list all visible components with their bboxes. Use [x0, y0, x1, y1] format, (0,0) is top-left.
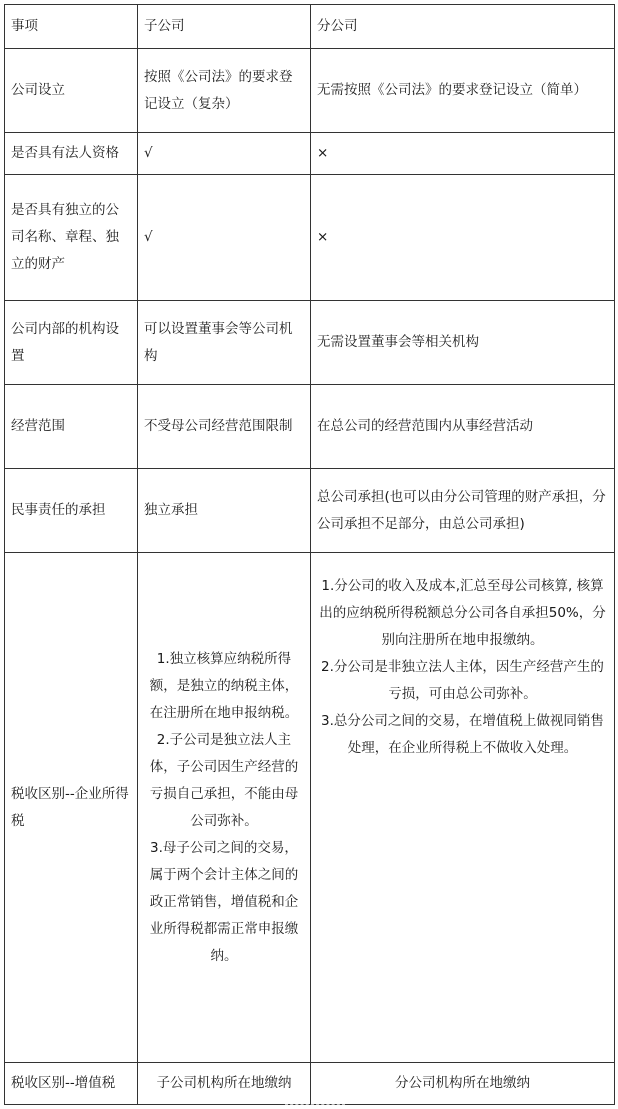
branch-cell: 总公司承担(也可以由分公司管理的财产承担，分公司承担不足部分，由总公司承担) — [311, 469, 615, 553]
table-row — [5, 469, 615, 553]
table-row — [5, 133, 615, 175]
subsidiary-cell — [138, 553, 311, 1063]
table-header-row — [5, 5, 615, 49]
table-row — [5, 301, 615, 385]
row-label: 公司设立 — [5, 49, 138, 133]
header-subsidiary: 子公司 — [138, 5, 311, 49]
branch-paragraph: 1.分公司的收入及成本,汇总至母公司核算, 核算出的应纳税所得税额总分公司各自承担50%，分别向注册所在地申报缴纳。 — [319, 578, 606, 648]
subsidiary-paragraph: 2.子公司是独立法人主体，子公司因生产经营的亏损自己承担，不能由母公司弥补。 — [149, 731, 299, 829]
header-branch: 分公司 — [311, 5, 615, 49]
table-row — [5, 175, 615, 301]
table-row — [5, 553, 615, 1063]
subsidiary-cell: 子公司机构所在地缴纳 — [138, 1063, 311, 1105]
row-label: 是否具有法人资格 — [5, 133, 138, 175]
branch-paragraph: 2.分公司是非独立法人主体，因生产经营产生的亏损，可由总公司弥补。 — [321, 659, 604, 702]
branch-cell: 分公司机构所在地缴纳 — [311, 1063, 615, 1105]
subsidiary-cell: √ — [138, 175, 311, 301]
subsidiary-cell: √ — [138, 133, 311, 175]
dashed-divider — [285, 1104, 345, 1106]
branch-cell: 无需设置董事会等相关机构 — [311, 301, 615, 385]
branch-cell: × — [311, 175, 615, 301]
branch-paragraph: 3.总分公司之间的交易，在增值税上做视同销售处理，在企业所得税上不做收入处理。 — [321, 713, 604, 756]
subsidiary-paragraph: 1.独立核算应纳税所得额，是独立的纳税主体，在注册所在地申报纳税。 — [149, 650, 299, 721]
subsidiary-cell: 独立承担 — [138, 469, 311, 553]
branch-cell: 无需按照《公司法》的要求登记设立（简单） — [311, 49, 615, 133]
branch-cell — [311, 553, 615, 1063]
branch-cell: 在总公司的经营范围内从事经营活动 — [311, 385, 615, 469]
table-row — [5, 1063, 615, 1105]
subsidiary-cell: 按照《公司法》的要求登记设立（复杂） — [138, 49, 311, 133]
row-label: 民事责任的承担 — [5, 469, 138, 553]
row-label: 是否具有独立的公司名称、章程、独立的财产 — [5, 175, 138, 301]
row-label: 税收区别--企业所得税 — [5, 553, 138, 1063]
row-label: 经营范围 — [5, 385, 138, 469]
comparison-table — [4, 4, 615, 1105]
header-item: 事项 — [5, 5, 138, 49]
table-row — [5, 385, 615, 469]
subsidiary-cell: 可以设置董事会等公司机构 — [138, 301, 311, 385]
branch-cell: × — [311, 133, 615, 175]
table-row — [5, 49, 615, 133]
row-label: 公司内部的机构设置 — [5, 301, 138, 385]
subsidiary-paragraph: 3.母子公司之间的交易，属于两个会计主体之间的政正常销售，增值税和企业所得税都需正常申报缴纳。 — [149, 839, 299, 964]
subsidiary-cell: 不受母公司经营范围限制 — [138, 385, 311, 469]
row-label: 税收区别--增值税 — [5, 1063, 138, 1105]
